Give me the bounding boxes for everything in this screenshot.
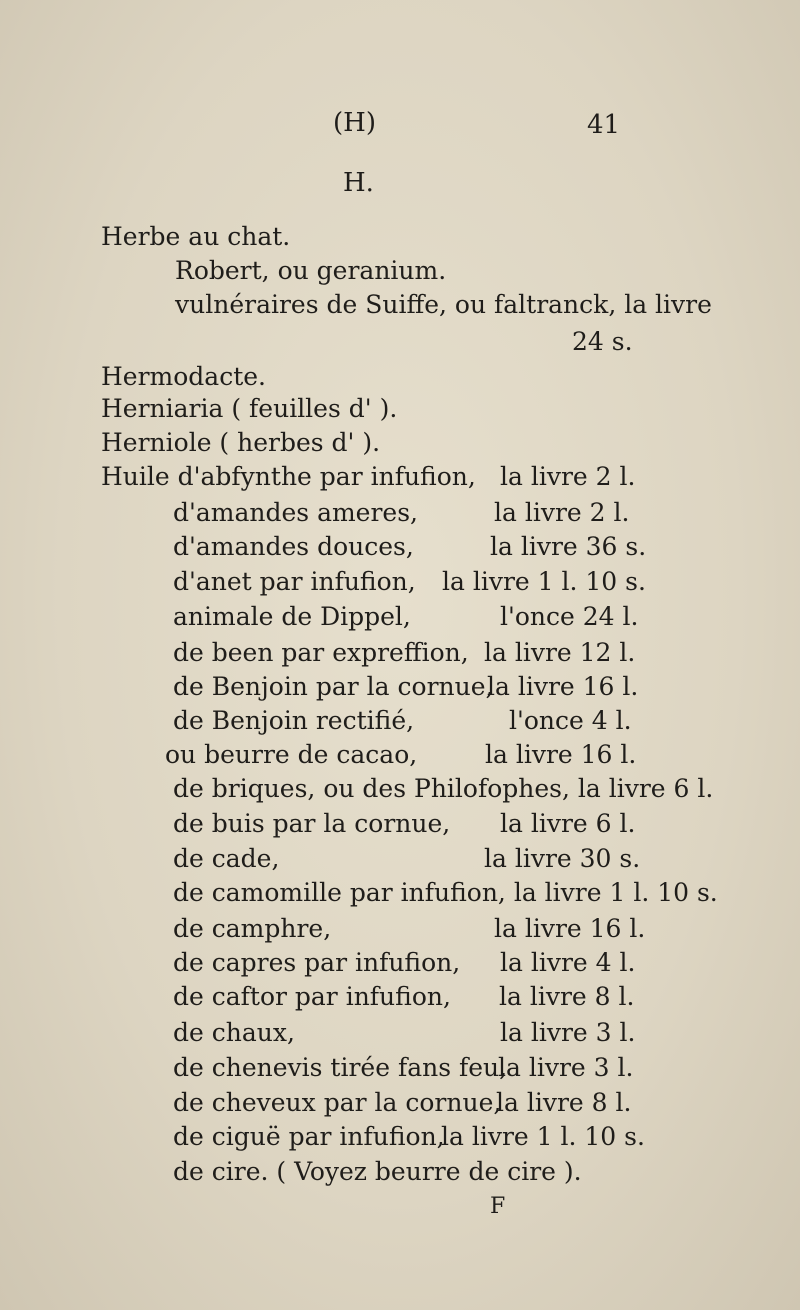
entry-price: la livre 16 l. [485,740,637,769]
entry-price: la livre 12 l. [484,638,636,667]
entry-price: la livre 1 l. 10 s. [442,567,646,596]
entry-price: la livre 6 l. [500,809,636,838]
entry-line: de capres par infufion, [173,948,461,977]
entry-line: de Benjoin par la cornue, [173,672,494,701]
entry-line: de cheveux par la cornue, [173,1088,502,1117]
entry-line: de ciguë par infufion, [173,1122,445,1151]
entry-line: de camomille par infufion, la livre 1 l. 10 s. [173,878,718,907]
entry-price: la livre 8 l. [499,982,635,1011]
entry-price: la livre 16 l. [494,914,646,943]
entry-line: Robert, ou geranium. [175,256,447,285]
entry-line: ou beurre de cacao, [165,740,418,769]
entry-line: de Benjoin rectifié, [173,706,415,735]
entry-line: de buis par la cornue, [173,809,451,838]
entry-price: la livre 2 l. [494,498,630,527]
entry-line: de cade, [173,844,280,873]
entry-line: d'amandes ameres, [173,498,418,527]
entry-price: la livre 4 l. [500,948,636,977]
entry-line: de briques, ou des Philofophes, la livre 6 l. [173,774,714,803]
entry-line: animale de Dippel, [173,602,411,631]
entry-line: vulnéraires de Suiffe, ou faltranck, la livre [175,290,712,319]
entry-line: de caftor par infufion, [173,982,451,1011]
entry-price: la livre 3 l. [500,1018,636,1047]
entry-price: la livre 8 l. [496,1088,632,1117]
signature-mark: F [490,1194,506,1219]
entry-line: de cire. ( Voyez beurre de cire ). [173,1157,582,1186]
entry-line: d'amandes douces, [173,532,414,561]
entry-price: l'once 4 l. [509,706,632,735]
entry-line: Hermodacte. [101,362,267,391]
entry-price: la livre 30 s. [484,844,641,873]
entry-line: de chenevis tirée fans feu, [173,1053,508,1082]
entry-line: de been par expreffion, [173,638,469,667]
entry-price: la livre 16 l. [487,672,639,701]
entry-line: Herniaria ( feuilles d' ). [101,394,398,423]
running-head: (H) [333,108,376,138]
entry-price: la livre 1 l. 10 s. [441,1122,645,1151]
entry-price: la livre 2 l. [500,462,636,491]
entry-price: l'once 24 l. [500,602,639,631]
page-number: 41 [587,110,621,140]
entry-line: Herniole ( herbes d' ). [101,428,381,457]
section-letter: H. [343,168,374,198]
entry-price: 24 s. [572,327,633,356]
entry-line: de camphre, [173,914,332,943]
entry-line: Huile d'abfynthe par infufion, [101,462,476,491]
entry-line: d'anet par infufion, [173,567,416,596]
entry-line: Herbe au chat. [101,222,291,251]
entry-price: la livre 3 l. [498,1053,634,1082]
entry-price: la livre 36 s. [490,532,647,561]
entry-line: de chaux, [173,1018,295,1047]
